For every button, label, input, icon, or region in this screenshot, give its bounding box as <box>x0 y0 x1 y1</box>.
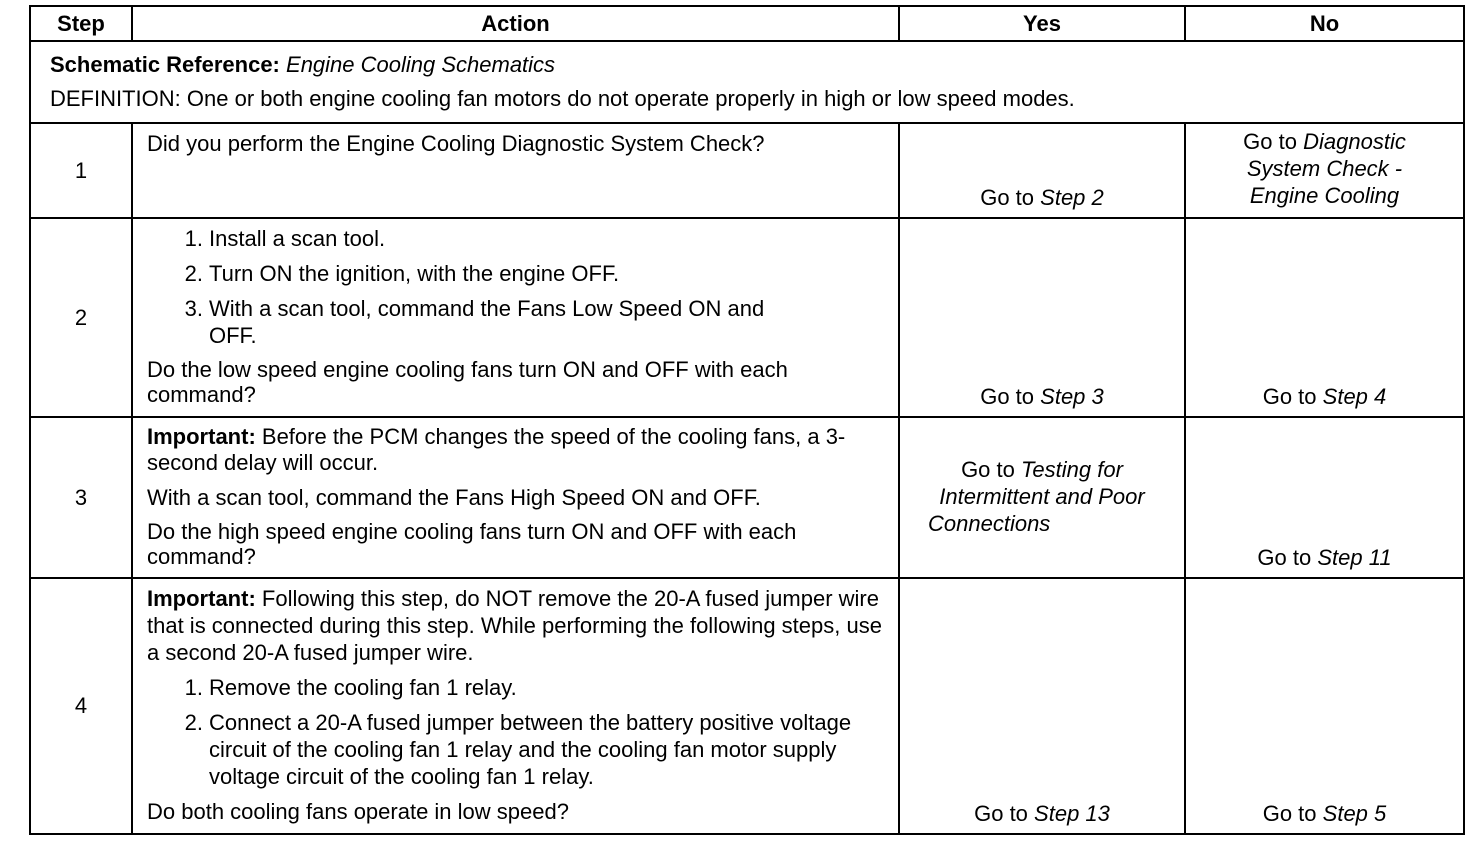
yes-cell <box>899 218 1185 417</box>
step-instruction: With a scan tool, command the Fans High Speed ON and OFF. <box>147 485 761 510</box>
step-row-3 <box>30 417 1464 578</box>
intro-cell <box>30 41 1464 123</box>
yes-prefix: Go to <box>980 384 1035 409</box>
no-prefix: Go to <box>1257 545 1312 570</box>
yes-link[interactable]: Testing for <box>1021 457 1123 482</box>
yes-link[interactable]: Step 3 <box>1040 384 1104 409</box>
list-item: 1. Remove the cooling fan 1 relay. <box>184 675 517 700</box>
step-question: Do the low speed engine cooling fans turn ON and OFF with each command? <box>147 357 788 407</box>
yes-link-line3[interactable]: Connections <box>928 511 1051 536</box>
no-prefix: Go to <box>1243 129 1297 154</box>
list-item: 2. Connect a 20-A fused jumper between the battery positive voltage circuit of the cooling fan 1 relay and the cooling fan motor supply voltage circuit of the cooling fan 1 relay. <box>184 710 852 789</box>
step-row-1 <box>30 123 1464 218</box>
diagnostic-table <box>29 5 1465 835</box>
step-number: 4 <box>30 578 132 834</box>
step-question: Do both cooling fans operate in low speed? <box>147 799 569 824</box>
step-row-2 <box>30 218 1464 417</box>
header-no: No <box>1185 6 1464 41</box>
no-link[interactable]: Step 5 <box>1322 801 1387 826</box>
schematic-link[interactable]: Engine Cooling Schematics <box>286 52 556 77</box>
no-link[interactable]: Step 11 <box>1317 545 1392 570</box>
no-link-line3[interactable]: Engine Cooling <box>1249 183 1400 208</box>
step-row-4 <box>30 578 1464 834</box>
yes-cell <box>899 578 1185 834</box>
step-list <box>147 225 886 349</box>
yes-prefix: Go to <box>980 185 1035 210</box>
intro-row <box>30 41 1464 123</box>
no-link[interactable]: Diagnostic <box>1303 129 1406 154</box>
yes-link-line2[interactable]: Intermittent and Poor <box>939 484 1145 509</box>
important-note <box>147 424 886 476</box>
no-link-line2[interactable]: System Check - <box>1246 156 1403 181</box>
list-item: 3. With a scan tool, command the Fans Low Speed ON and OFF. <box>184 296 765 348</box>
list-item: 2. Turn ON the ignition, with the engine OFF. <box>184 261 620 286</box>
yes-prefix: Go to <box>961 457 1015 482</box>
step-number: 2 <box>30 218 132 417</box>
header-action: Action <box>132 6 899 41</box>
yes-link[interactable]: Step 13 <box>1034 801 1110 826</box>
step-list <box>147 674 886 790</box>
step-number: 3 <box>30 417 132 578</box>
schematic-reference <box>50 48 1451 82</box>
header-row <box>30 6 1464 41</box>
important-note <box>147 585 886 666</box>
no-cell <box>1185 123 1464 218</box>
yes-cell <box>899 123 1185 218</box>
schematic-label: Schematic Reference: <box>50 52 280 77</box>
no-prefix: Go to <box>1262 384 1317 409</box>
important-label: Important: <box>147 586 256 611</box>
no-cell <box>1185 417 1464 578</box>
action-cell <box>132 218 899 417</box>
step-question: Did you perform the Engine Cooling Diagnostic System Check? <box>147 131 765 156</box>
action-cell <box>132 123 899 218</box>
no-cell <box>1185 218 1464 417</box>
important-text: Following this step, do NOT remove the 20-A fused jumper wire that is connected during this step. While performing the following steps, use a second 20-A fused jumper wire. <box>147 586 882 665</box>
no-prefix: Go to <box>1262 801 1317 826</box>
definition-text: DEFINITION: One or both engine cooling fan motors do not operate properly in high or low speed modes. <box>50 86 1075 111</box>
list-item: 1. Install a scan tool. <box>184 226 386 251</box>
important-text: Before the PCM changes the speed of the cooling fans, a 3-second delay will occur. <box>147 424 846 475</box>
important-label: Important: <box>147 424 256 449</box>
header-yes: Yes <box>899 6 1185 41</box>
action-cell <box>132 417 899 578</box>
step-question: Do the high speed engine cooling fans turn ON and OFF with each command? <box>147 519 797 569</box>
yes-prefix: Go to <box>974 801 1028 826</box>
yes-link[interactable]: Step 2 <box>1040 185 1104 210</box>
no-link[interactable]: Step 4 <box>1322 384 1387 409</box>
no-cell <box>1185 578 1464 834</box>
step-number: 1 <box>30 123 132 218</box>
action-cell <box>132 578 899 834</box>
yes-cell <box>899 417 1185 578</box>
header-step: Step <box>30 6 132 41</box>
